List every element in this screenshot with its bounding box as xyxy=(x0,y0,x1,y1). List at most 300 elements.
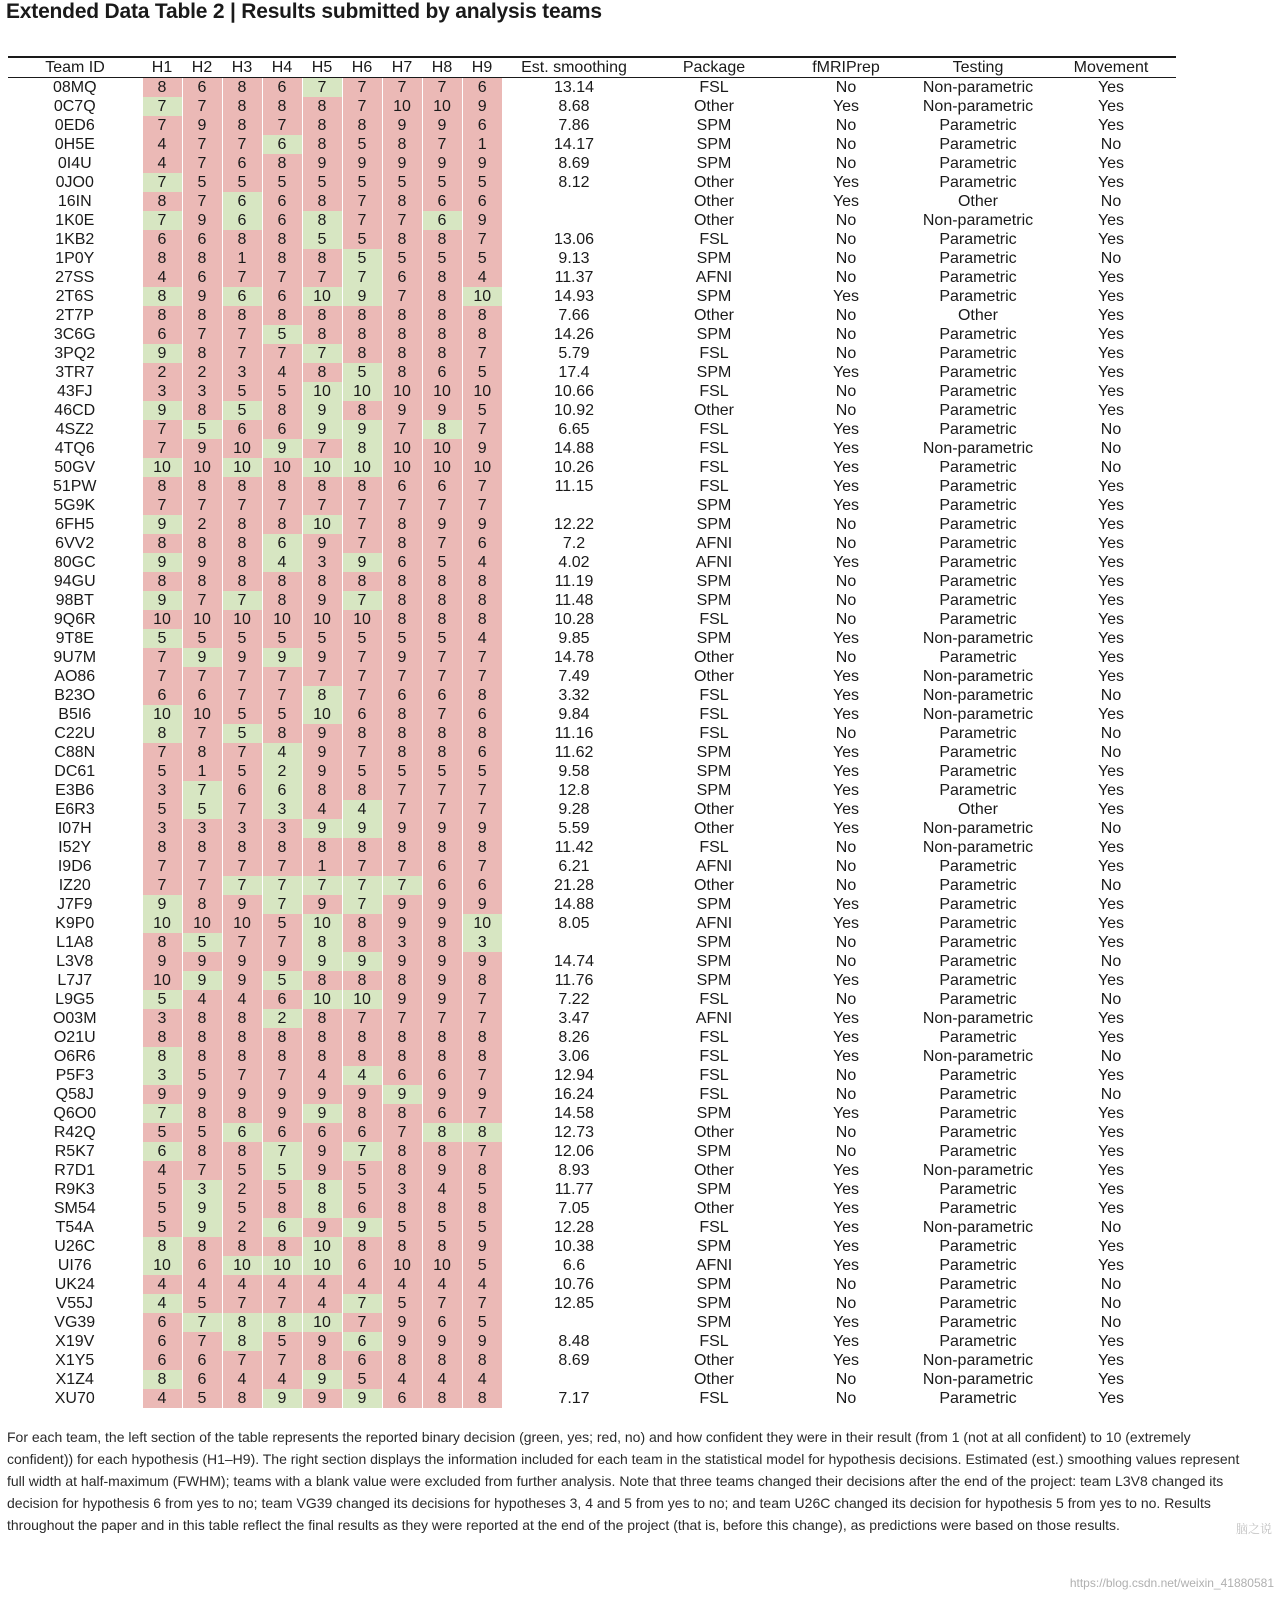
hypothesis-cell: 10 xyxy=(382,97,422,116)
team-id-cell: 3C6G xyxy=(53,326,96,343)
hypothesis-cell: 6 xyxy=(342,705,382,724)
hypothesis-cell: 7 xyxy=(222,876,262,895)
col-h1: H1 xyxy=(142,57,182,78)
hypothesis-cell: 6 xyxy=(382,553,422,572)
hypothesis-cell: 8 xyxy=(422,344,462,363)
fmriprep-cell: Yes xyxy=(832,1162,860,1179)
team-id-cell: SM54 xyxy=(53,1200,96,1217)
testing-cell: Non-parametric xyxy=(922,98,1034,115)
hypothesis-cell: 8 xyxy=(422,287,462,306)
hypothesis-cell: 8 xyxy=(182,572,222,591)
hypothesis-cell: 7 xyxy=(222,933,262,952)
hypothesis-cell: 7 xyxy=(342,211,382,230)
table-row xyxy=(8,439,1176,458)
col-h3: H3 xyxy=(222,57,262,78)
hypothesis-cell: 7 xyxy=(222,496,262,515)
hypothesis-cell: 10 xyxy=(222,610,262,629)
package-cell: SPM xyxy=(696,136,732,153)
hypothesis-cell: 10 xyxy=(302,458,342,477)
testing-cell: Non-parametric xyxy=(922,630,1034,647)
hypothesis-cell: 7 xyxy=(222,268,262,287)
table-row xyxy=(8,1199,1176,1218)
hypothesis-cell: 8 xyxy=(182,838,222,857)
table-row xyxy=(8,1161,1176,1180)
hypothesis-cell: 8 xyxy=(142,1237,182,1256)
hypothesis-cell: 6 xyxy=(142,686,182,705)
package-cell: Other xyxy=(693,98,734,115)
movement-cell: Yes xyxy=(1097,516,1125,533)
hypothesis-cell: 7 xyxy=(142,1104,182,1123)
fmriprep-cell: Yes xyxy=(832,1333,860,1350)
fmriprep-cell: No xyxy=(835,839,857,856)
hypothesis-cell: 5 xyxy=(302,629,342,648)
hypothesis-cell: 7 xyxy=(422,496,462,515)
hypothesis-cell: 8 xyxy=(262,1237,302,1256)
hypothesis-cell: 6 xyxy=(262,78,302,98)
smoothing-cell xyxy=(502,496,646,515)
movement-cell: Yes xyxy=(1097,706,1125,723)
hypothesis-cell: 10 xyxy=(262,1256,302,1275)
fmriprep-cell: No xyxy=(835,573,857,590)
hypothesis-cell: 5 xyxy=(462,363,502,382)
hypothesis-cell: 9 xyxy=(422,116,462,135)
hypothesis-cell: 6 xyxy=(182,686,222,705)
hypothesis-cell: 5 xyxy=(382,249,422,268)
fmriprep-cell: No xyxy=(835,1086,857,1103)
hypothesis-cell: 10 xyxy=(462,458,502,477)
fmriprep-cell: Yes xyxy=(832,915,860,932)
hypothesis-cell: 10 xyxy=(462,382,502,401)
team-id-cell: C22U xyxy=(54,725,96,742)
hypothesis-cell: 9 xyxy=(302,952,342,971)
hypothesis-cell: 9 xyxy=(462,1332,502,1351)
movement-cell: Yes xyxy=(1097,307,1125,324)
hypothesis-cell: 5 xyxy=(222,401,262,420)
hypothesis-cell: 9 xyxy=(422,1332,462,1351)
hypothesis-cell: 9 xyxy=(422,914,462,933)
hypothesis-cell: 9 xyxy=(262,1389,302,1408)
hypothesis-cell: 8 xyxy=(462,1123,502,1142)
hypothesis-cell: 9 xyxy=(342,553,382,572)
hypothesis-cell: 9 xyxy=(382,914,422,933)
movement-cell: Yes xyxy=(1097,763,1125,780)
hypothesis-cell: 9 xyxy=(382,1085,422,1104)
table-row xyxy=(8,724,1176,743)
hypothesis-cell: 7 xyxy=(182,154,222,173)
hypothesis-cell: 8 xyxy=(262,515,302,534)
hypothesis-cell: 5 xyxy=(462,401,502,420)
testing-cell: Parametric xyxy=(939,364,1017,381)
hypothesis-cell: 8 xyxy=(302,363,342,382)
hypothesis-cell: 5 xyxy=(422,1218,462,1237)
hypothesis-cell: 6 xyxy=(422,192,462,211)
hypothesis-cell: 5 xyxy=(262,914,302,933)
table-row xyxy=(8,458,1176,477)
hypothesis-cell: 8 xyxy=(182,477,222,496)
hypothesis-cell: 7 xyxy=(222,135,262,154)
smoothing-cell: 11.16 xyxy=(554,725,594,742)
team-id-cell: U26C xyxy=(54,1238,96,1255)
hypothesis-cell: 9 xyxy=(382,401,422,420)
hypothesis-cell: 5 xyxy=(342,363,382,382)
hypothesis-cell: 5 xyxy=(222,762,262,781)
hypothesis-cell: 10 xyxy=(142,1256,182,1275)
team-id-cell: 2T7P xyxy=(55,307,94,324)
package-cell: FSL xyxy=(699,1086,729,1103)
testing-cell: Parametric xyxy=(939,1067,1017,1084)
team-id-cell: 94GU xyxy=(53,573,96,590)
hypothesis-cell: 9 xyxy=(302,743,342,762)
hypothesis-cell: 7 xyxy=(342,895,382,914)
smoothing-cell: 11.62 xyxy=(554,744,594,761)
hypothesis-cell: 7 xyxy=(262,933,302,952)
team-id-cell: 0JO0 xyxy=(55,174,94,191)
team-id-cell: X1Y5 xyxy=(55,1352,95,1369)
hypothesis-cell: 7 xyxy=(222,1351,262,1370)
package-cell: SPM xyxy=(696,516,732,533)
hypothesis-cell: 4 xyxy=(142,1389,182,1408)
table-row xyxy=(8,344,1176,363)
smoothing-cell: 7.2 xyxy=(562,535,586,552)
table-row xyxy=(8,515,1176,534)
hypothesis-cell: 5 xyxy=(382,762,422,781)
hypothesis-cell: 9 xyxy=(302,1389,342,1408)
hypothesis-cell: 8 xyxy=(302,1180,342,1199)
testing-cell: Parametric xyxy=(939,953,1017,970)
hypothesis-cell: 8 xyxy=(382,743,422,762)
hypothesis-cell: 7 xyxy=(222,743,262,762)
team-id-cell: 08MQ xyxy=(52,79,97,96)
team-id-cell: I9D6 xyxy=(57,858,92,875)
hypothesis-cell: 7 xyxy=(182,1161,222,1180)
testing-cell: Parametric xyxy=(939,1314,1017,1331)
table-row xyxy=(8,667,1176,686)
hypothesis-cell: 8 xyxy=(222,116,262,135)
testing-cell: Parametric xyxy=(939,1086,1017,1103)
table-body xyxy=(8,78,1176,1409)
hypothesis-cell: 5 xyxy=(342,230,382,249)
fmriprep-cell: Yes xyxy=(832,763,860,780)
hypothesis-cell: 8 xyxy=(462,1047,502,1066)
table-row xyxy=(8,1009,1176,1028)
hypothesis-cell: 7 xyxy=(262,895,302,914)
fmriprep-cell: Yes xyxy=(832,1048,860,1065)
hypothesis-cell: 3 xyxy=(222,363,262,382)
movement-cell: No xyxy=(1100,1219,1122,1236)
hypothesis-cell: 7 xyxy=(222,686,262,705)
hypothesis-cell: 8 xyxy=(462,572,502,591)
fmriprep-cell: Yes xyxy=(832,820,860,837)
hypothesis-cell: 8 xyxy=(302,933,342,952)
table-row xyxy=(8,1275,1176,1294)
hypothesis-cell: 8 xyxy=(422,1237,462,1256)
package-cell: AFNI xyxy=(695,554,733,571)
hypothesis-cell: 9 xyxy=(182,1199,222,1218)
movement-cell: Yes xyxy=(1097,212,1125,229)
table-row xyxy=(8,762,1176,781)
hypothesis-cell: 8 xyxy=(302,192,342,211)
team-id-cell: 98BT xyxy=(55,592,94,609)
smoothing-cell: 8.93 xyxy=(558,1162,590,1179)
table-row xyxy=(8,1313,1176,1332)
team-id-cell: Q58J xyxy=(55,1086,94,1103)
testing-cell: Parametric xyxy=(939,972,1017,989)
hypothesis-cell: 5 xyxy=(262,971,302,990)
movement-cell: Yes xyxy=(1097,1029,1125,1046)
table-row xyxy=(8,705,1176,724)
hypothesis-cell: 9 xyxy=(422,1085,462,1104)
movement-cell: Yes xyxy=(1097,839,1125,856)
smoothing-cell xyxy=(502,1313,646,1332)
hypothesis-cell: 8 xyxy=(182,249,222,268)
hypothesis-cell: 8 xyxy=(142,1028,182,1047)
hypothesis-cell: 4 xyxy=(222,1275,262,1294)
table-row xyxy=(8,1389,1176,1408)
hypothesis-cell: 5 xyxy=(382,629,422,648)
hypothesis-cell: 8 xyxy=(422,420,462,439)
testing-cell: Parametric xyxy=(939,611,1017,628)
package-cell: AFNI xyxy=(695,915,733,932)
hypothesis-cell: 8 xyxy=(382,705,422,724)
hypothesis-cell: 9 xyxy=(422,971,462,990)
team-id-cell: 50GV xyxy=(54,459,96,476)
smoothing-cell: 7.66 xyxy=(558,307,590,324)
fmriprep-cell: No xyxy=(835,1276,857,1293)
package-cell: Other xyxy=(693,668,734,685)
hypothesis-cell: 6 xyxy=(222,781,262,800)
footer-url: https://blog.csdn.net/weixin_41880581 xyxy=(1069,1576,1274,1590)
hypothesis-cell: 7 xyxy=(182,667,222,686)
movement-cell: Yes xyxy=(1097,117,1125,134)
fmriprep-cell: Yes xyxy=(832,782,860,799)
hypothesis-cell: 8 xyxy=(142,534,182,553)
hypothesis-cell: 8 xyxy=(222,553,262,572)
testing-cell: Parametric xyxy=(939,459,1017,476)
hypothesis-cell: 10 xyxy=(382,458,422,477)
hypothesis-cell: 8 xyxy=(422,1351,462,1370)
hypothesis-cell: 7 xyxy=(462,477,502,496)
hypothesis-cell: 7 xyxy=(302,439,342,458)
table-row xyxy=(8,876,1176,895)
movement-cell: Yes xyxy=(1097,288,1125,305)
hypothesis-cell: 10 xyxy=(302,990,342,1009)
package-cell: Other xyxy=(693,1352,734,1369)
hypothesis-cell: 9 xyxy=(182,648,222,667)
team-id-cell: 1K0E xyxy=(55,212,95,229)
movement-cell: No xyxy=(1100,1048,1122,1065)
hypothesis-cell: 4 xyxy=(462,553,502,572)
smoothing-cell: 7.22 xyxy=(558,991,590,1008)
hypothesis-cell: 6 xyxy=(142,325,182,344)
hypothesis-cell: 7 xyxy=(422,781,462,800)
hypothesis-cell: 9 xyxy=(422,952,462,971)
hypothesis-cell: 7 xyxy=(462,667,502,686)
hypothesis-cell: 8 xyxy=(262,249,302,268)
hypothesis-cell: 9 xyxy=(342,420,382,439)
testing-cell: Parametric xyxy=(939,1105,1017,1122)
hypothesis-cell: 8 xyxy=(382,1351,422,1370)
team-id-cell: AO86 xyxy=(54,668,96,685)
hypothesis-cell: 10 xyxy=(222,914,262,933)
table-row xyxy=(8,173,1176,192)
package-cell: FSL xyxy=(699,345,729,362)
hypothesis-cell: 7 xyxy=(462,420,502,439)
hypothesis-cell: 8 xyxy=(422,1047,462,1066)
hypothesis-cell: 9 xyxy=(342,1389,382,1408)
fmriprep-cell: Yes xyxy=(832,1219,860,1236)
movement-cell: Yes xyxy=(1097,383,1125,400)
hypothesis-cell: 5 xyxy=(342,1161,382,1180)
smoothing-cell: 14.74 xyxy=(553,953,595,970)
fmriprep-cell: No xyxy=(835,858,857,875)
col-h2: H2 xyxy=(182,57,222,78)
hypothesis-cell: 8 xyxy=(382,363,422,382)
smoothing-cell: 12.28 xyxy=(553,1219,595,1236)
hypothesis-cell: 8 xyxy=(182,895,222,914)
movement-cell: No xyxy=(1100,820,1122,837)
smoothing-cell: 8.69 xyxy=(558,1352,590,1369)
testing-cell: Parametric xyxy=(939,155,1017,172)
hypothesis-cell: 2 xyxy=(262,1009,302,1028)
movement-cell: Yes xyxy=(1097,1105,1125,1122)
package-cell: FSL xyxy=(699,1390,729,1407)
hypothesis-cell: 8 xyxy=(382,724,422,743)
hypothesis-cell: 9 xyxy=(342,154,382,173)
team-id-cell: L7J7 xyxy=(57,972,93,989)
hypothesis-cell: 3 xyxy=(462,933,502,952)
hypothesis-cell: 9 xyxy=(142,952,182,971)
hypothesis-cell: 7 xyxy=(182,1313,222,1332)
hypothesis-cell: 8 xyxy=(302,1199,342,1218)
hypothesis-cell: 8 xyxy=(462,1028,502,1047)
smoothing-cell: 10.92 xyxy=(553,402,595,419)
hypothesis-cell: 3 xyxy=(222,819,262,838)
header-row xyxy=(8,57,1176,78)
smoothing-cell: 12.85 xyxy=(553,1295,595,1312)
hypothesis-cell: 5 xyxy=(182,173,222,192)
fmriprep-cell: No xyxy=(835,1067,857,1084)
table-row xyxy=(8,1047,1176,1066)
hypothesis-cell: 5 xyxy=(342,629,382,648)
team-id-cell: X1Z4 xyxy=(55,1371,94,1388)
movement-cell: Yes xyxy=(1097,801,1125,818)
fmriprep-cell: Yes xyxy=(832,288,860,305)
table-row xyxy=(8,382,1176,401)
table-row xyxy=(8,420,1176,439)
table-row xyxy=(8,306,1176,325)
table-row xyxy=(8,1066,1176,1085)
hypothesis-cell: 8 xyxy=(262,1047,302,1066)
hypothesis-cell: 8 xyxy=(142,1370,182,1389)
hypothesis-cell: 8 xyxy=(342,914,382,933)
hypothesis-cell: 7 xyxy=(182,591,222,610)
team-id-cell: Q6O0 xyxy=(53,1105,97,1122)
hypothesis-cell: 8 xyxy=(222,1313,262,1332)
hypothesis-cell: 6 xyxy=(262,135,302,154)
smoothing-cell: 10.66 xyxy=(553,383,595,400)
hypothesis-cell: 9 xyxy=(302,648,342,667)
hypothesis-cell: 5 xyxy=(182,629,222,648)
team-id-cell: L9G5 xyxy=(55,991,95,1008)
table-row xyxy=(8,154,1176,173)
hypothesis-cell: 9 xyxy=(182,439,222,458)
hypothesis-cell: 8 xyxy=(382,1237,422,1256)
team-id-cell: K9P0 xyxy=(55,915,95,932)
hypothesis-cell: 6 xyxy=(382,477,422,496)
hypothesis-cell: 2 xyxy=(262,762,302,781)
hypothesis-cell: 7 xyxy=(222,800,262,819)
testing-cell: Non-parametric xyxy=(922,1162,1034,1179)
table-row xyxy=(8,192,1176,211)
hypothesis-cell: 10 xyxy=(382,1256,422,1275)
hypothesis-cell: 9 xyxy=(182,211,222,230)
hypothesis-cell: 5 xyxy=(182,800,222,819)
smoothing-cell: 14.88 xyxy=(553,440,595,457)
hypothesis-cell: 8 xyxy=(342,1237,382,1256)
table-row xyxy=(8,534,1176,553)
fmriprep-cell: Yes xyxy=(832,801,860,818)
hypothesis-cell: 4 xyxy=(262,743,302,762)
smoothing-cell: 13.06 xyxy=(553,231,595,248)
testing-cell: Parametric xyxy=(939,915,1017,932)
fmriprep-cell: Yes xyxy=(832,1105,860,1122)
hypothesis-cell: 5 xyxy=(142,1218,182,1237)
smoothing-cell: 12.22 xyxy=(553,516,595,533)
hypothesis-cell: 7 xyxy=(302,496,342,515)
table-row xyxy=(8,1028,1176,1047)
package-cell: FSL xyxy=(699,440,729,457)
movement-cell: Yes xyxy=(1097,972,1125,989)
hypothesis-cell: 5 xyxy=(262,1332,302,1351)
hypothesis-cell: 4 xyxy=(142,135,182,154)
table-row xyxy=(8,629,1176,648)
hypothesis-cell: 8 xyxy=(342,306,382,325)
hypothesis-cell: 9 xyxy=(422,515,462,534)
hypothesis-cell: 5 xyxy=(422,762,462,781)
hypothesis-cell: 8 xyxy=(302,971,342,990)
hypothesis-cell: 6 xyxy=(262,990,302,1009)
hypothesis-cell: 8 xyxy=(422,610,462,629)
hypothesis-cell: 6 xyxy=(262,534,302,553)
hypothesis-cell: 7 xyxy=(262,1294,302,1313)
testing-cell: Parametric xyxy=(939,1333,1017,1350)
table-row xyxy=(8,1237,1176,1256)
hypothesis-cell: 9 xyxy=(182,952,222,971)
team-id-cell: IZ20 xyxy=(58,877,91,894)
hypothesis-cell: 4 xyxy=(302,800,342,819)
hypothesis-cell: 8 xyxy=(142,838,182,857)
hypothesis-cell: 7 xyxy=(142,97,182,116)
hypothesis-cell: 7 xyxy=(382,496,422,515)
smoothing-cell: 12.73 xyxy=(553,1124,595,1141)
package-cell: Other xyxy=(693,820,734,837)
movement-cell: Yes xyxy=(1097,535,1125,552)
movement-cell: No xyxy=(1100,1314,1122,1331)
hypothesis-cell: 8 xyxy=(222,97,262,116)
hypothesis-cell: 8 xyxy=(302,838,342,857)
hypothesis-cell: 7 xyxy=(342,1142,382,1161)
hypothesis-cell: 3 xyxy=(382,933,422,952)
hypothesis-cell: 6 xyxy=(142,1351,182,1370)
hypothesis-cell: 5 xyxy=(262,705,302,724)
hypothesis-cell: 6 xyxy=(262,1123,302,1142)
hypothesis-cell: 7 xyxy=(422,667,462,686)
hypothesis-cell: 10 xyxy=(262,610,302,629)
hypothesis-cell: 9 xyxy=(382,819,422,838)
package-cell: Other xyxy=(693,877,734,894)
hypothesis-cell: 7 xyxy=(142,743,182,762)
hypothesis-cell: 8 xyxy=(342,325,382,344)
